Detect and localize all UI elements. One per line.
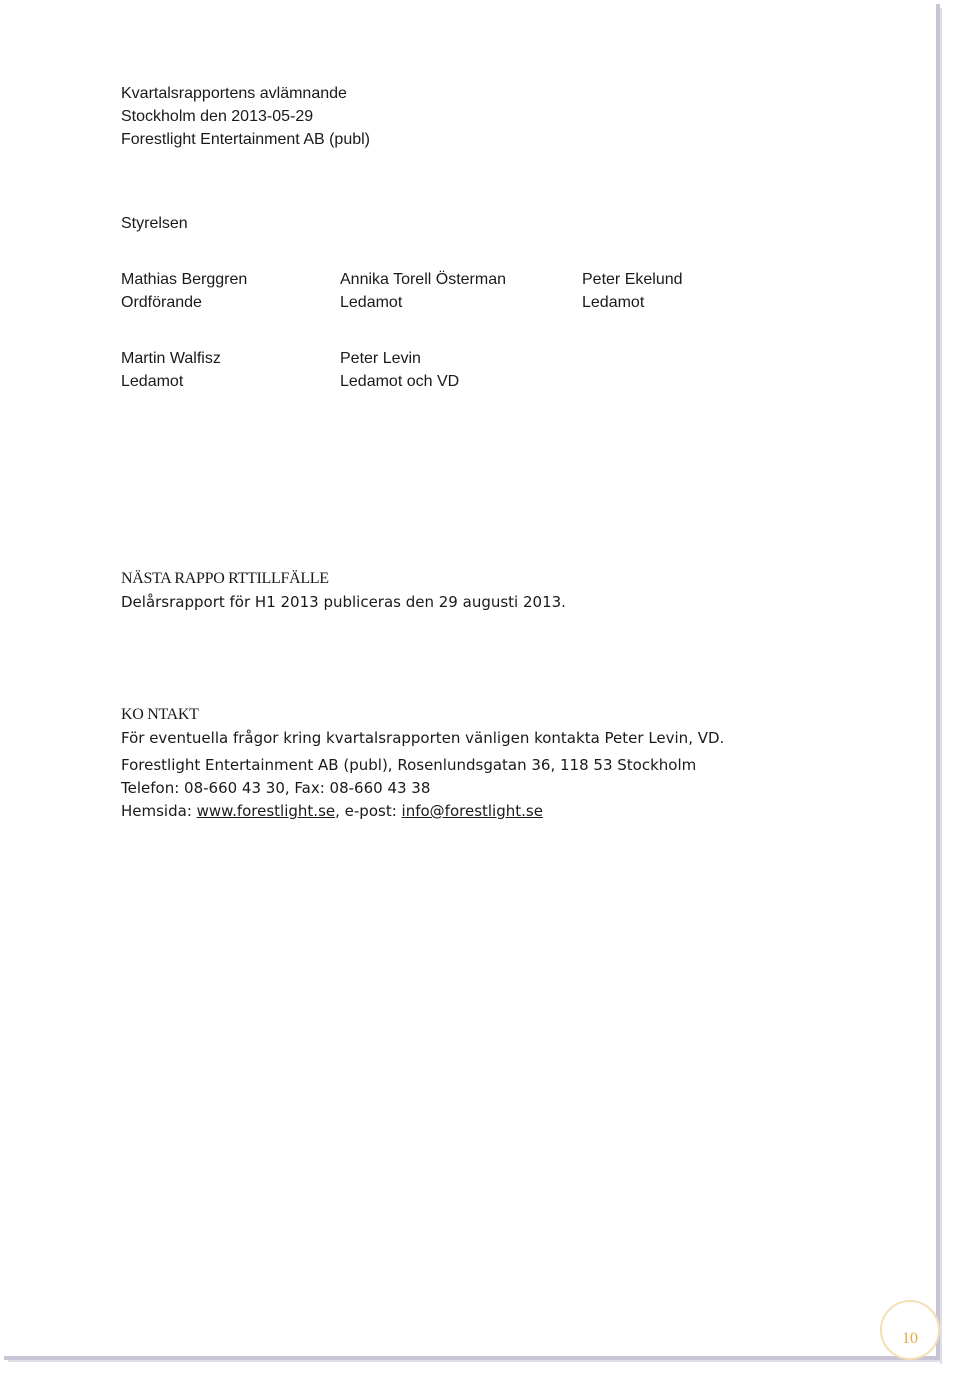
company-name: Forestlight Entertainment AB (publ) <box>121 131 371 148</box>
board-member-role: Ledamot och VD <box>340 373 460 390</box>
board-member-role: Ordförande <box>121 294 202 311</box>
website-label: Hemsida: <box>121 802 197 820</box>
contact-heading: KO NTAKT <box>121 706 199 723</box>
contact-address: Forestlight Entertainment AB (publ), Rosenlundsgatan 36, 118 53 Stockholm <box>121 756 697 774</box>
board-member-name: Mathias Berggren <box>121 271 248 288</box>
email-label: , e-post: <box>335 802 402 820</box>
report-date-line: Stockholm den 2013-05-29 <box>121 108 314 125</box>
contact-phone: Telefon: 08-660 43 30, Fax: 08-660 43 38 <box>121 779 431 797</box>
board-member-name: Peter Ekelund <box>582 271 683 288</box>
page-frame-right-shadow <box>940 8 942 1364</box>
report-delivery-title: Kvartalsrapportens avlämnande <box>121 85 347 102</box>
board-member-role: Ledamot <box>582 294 645 311</box>
website-link[interactable]: www.forestlight.se <box>196 802 336 820</box>
page-number: 10 <box>902 1330 918 1347</box>
email-link[interactable]: info@forestlight.se <box>401 802 543 820</box>
board-member-role: Ledamot <box>340 294 403 311</box>
board-member-name: Annika Torell Österman <box>340 271 506 288</box>
board-member-name: Peter Levin <box>340 350 421 367</box>
board-title: Styrelsen <box>121 215 188 232</box>
board-member-name: Martin Walfisz <box>121 350 221 367</box>
page-frame-bottom-shadow <box>8 1360 942 1362</box>
next-report-text: Delårsrapport för H1 2013 publiceras den 29 augusti 2013. <box>121 593 566 611</box>
next-report-heading: NÄSTA RAPPO RTTILLFÄLLE <box>121 570 329 587</box>
contact-web-line <box>121 800 543 822</box>
board-member-role: Ledamot <box>121 373 184 390</box>
contact-text: För eventuella frågor kring kvartalsrapporten vänligen kontakta Peter Levin, VD. <box>121 729 725 747</box>
